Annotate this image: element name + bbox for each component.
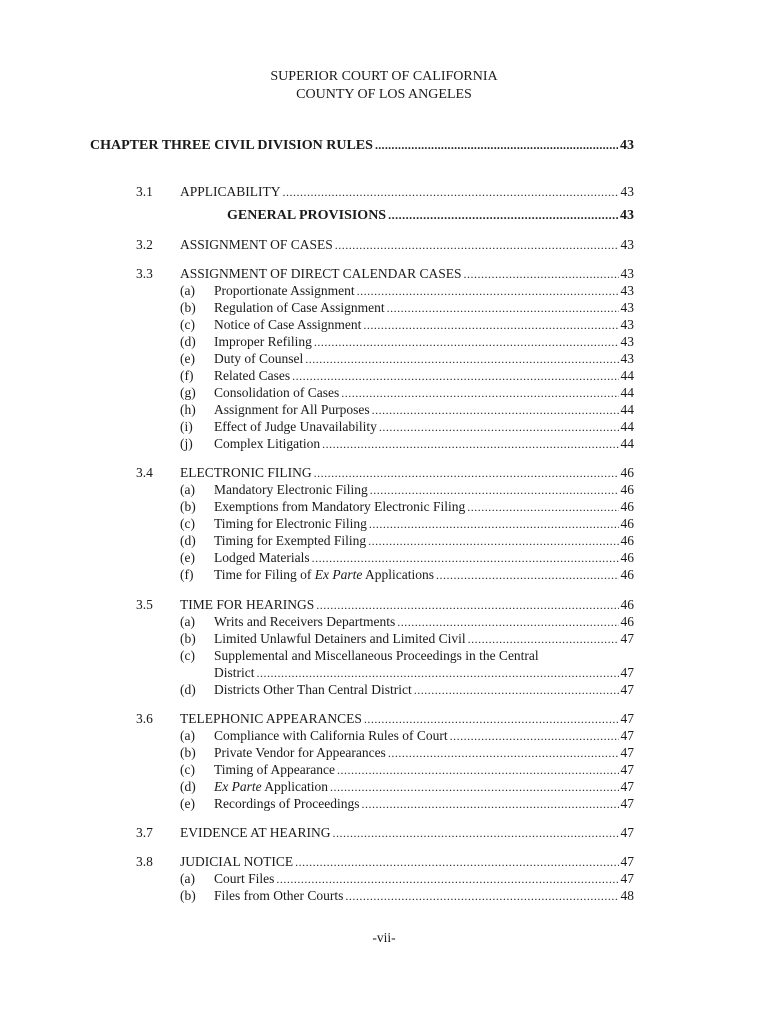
toc-subsection-entry[interactable] [180, 630, 634, 648]
leader-dots [464, 265, 619, 283]
subsection-title: Improper Refiling [214, 334, 312, 349]
leader-dots [335, 236, 619, 254]
section-title: EVIDENCE AT HEARING [180, 825, 331, 840]
leader-dots [372, 401, 619, 419]
toc-subsection-entry[interactable] [180, 498, 634, 516]
toc-subsection-entry[interactable] [180, 282, 634, 300]
subsection-title: Files from Other Courts [214, 888, 344, 903]
subsection-title: Effect of Judge Unavailability [214, 419, 377, 434]
page-ref: 46 [620, 533, 634, 548]
page-ref: 46 [620, 597, 634, 612]
page-ref: 47 [620, 631, 634, 646]
toc-subsection-entry[interactable] [180, 481, 634, 499]
page-ref: 43 [620, 283, 634, 298]
toc-section-entry[interactable] [136, 464, 634, 482]
toc-subsection-entry[interactable] [180, 681, 634, 699]
subsection-letter: (b) [180, 300, 196, 315]
subsection-title: Writs and Receivers Departments [214, 614, 396, 629]
subsection-letter: (c) [180, 317, 195, 332]
section-title: TIME FOR HEARINGS [180, 597, 315, 612]
subsection-letter: (h) [180, 402, 196, 417]
subsection-letter: (b) [180, 499, 196, 514]
page-ref: 47 [620, 762, 634, 777]
section-number: 3.6 [136, 711, 153, 726]
subsection-letter: (f) [180, 368, 194, 383]
leader-dots [468, 630, 619, 648]
subsection-title: Duty of Counsel [214, 351, 304, 366]
toc-section-entry[interactable] [136, 265, 634, 283]
title-text: Application [261, 779, 328, 794]
page-ref: 46 [620, 499, 634, 514]
toc-section-entry[interactable] [136, 824, 634, 842]
subsection-letter: (a) [180, 482, 195, 497]
leader-dots [257, 664, 619, 682]
leader-dots [295, 853, 618, 871]
toc-subsection-entry[interactable] [180, 549, 634, 567]
subsection-title: Compliance with California Rules of Court [214, 728, 448, 743]
page-ref: 47 [620, 728, 634, 743]
subsection-title: Timing for Electronic Filing [214, 516, 367, 531]
subsection-title [214, 566, 434, 583]
toc-subsection-entry[interactable] [180, 299, 634, 317]
leader-dots [397, 613, 618, 631]
toc-subsection-entry[interactable] [180, 887, 634, 905]
document-header [0, 68, 768, 104]
page-ref: 46 [620, 567, 634, 582]
subsection-title: Court Files [214, 871, 275, 886]
section-number: 3.5 [136, 597, 153, 612]
court-name: SUPERIOR COURT OF CALIFORNIA [270, 69, 498, 84]
subsection-letter: (g) [180, 385, 196, 400]
page-ref: 43 [620, 266, 634, 281]
subsection-title: Notice of Case Assignment [214, 317, 362, 332]
toc-section-entry[interactable] [136, 596, 634, 614]
subsection-title: Limited Unlawful Detainers and Limited Civil [214, 631, 466, 646]
subsection-letter: (e) [180, 550, 195, 565]
subsection-letter: (c) [180, 648, 195, 663]
subsection-letter: (a) [180, 871, 195, 886]
leader-dots [322, 435, 618, 453]
leader-dots [388, 207, 618, 224]
subsection-title: Recordings of Proceedings [214, 796, 360, 811]
page-ref: 47 [620, 682, 634, 697]
page-ref: 46 [620, 465, 634, 480]
leader-dots [345, 887, 618, 905]
page-ref: 46 [620, 550, 634, 565]
section-number: 3.7 [136, 825, 153, 840]
subsection-title: Lodged Materials [214, 550, 310, 565]
page-ref: 47 [620, 711, 634, 726]
general-provisions-title: GENERAL PROVISIONS [227, 208, 387, 223]
title-text: Applications [362, 567, 434, 582]
leader-dots [337, 761, 619, 779]
subsection-letter: (d) [180, 334, 196, 349]
toc-subsection-entry[interactable] [180, 613, 634, 631]
page-ref: 43 [620, 208, 634, 223]
page-ref: 47 [620, 665, 634, 680]
subsection-title-line1[interactable]: Supplemental and Miscellaneous Proceedings in the Central [214, 648, 539, 663]
toc-subsection-entry[interactable] [180, 401, 634, 419]
toc-section-entry[interactable] [136, 183, 634, 201]
subsection-title: Mandatory Electronic Filing [214, 482, 368, 497]
page-ref: 43 [620, 184, 634, 199]
section-title: ASSIGNMENT OF DIRECT CALENDAR CASES [180, 266, 462, 281]
subsection-title: Districts Other Than Central District [214, 682, 412, 697]
toc-chapter-entry[interactable] [90, 137, 634, 154]
page-ref: 47 [620, 796, 634, 811]
leader-dots [330, 778, 619, 796]
page-ref: 43 [620, 138, 634, 153]
subsection-title: Timing for Exempted Filing [214, 533, 367, 548]
toc-subsection-entry[interactable] [180, 761, 634, 779]
toc-general-provisions-entry[interactable] [227, 207, 634, 224]
leader-dots [283, 183, 619, 201]
page-number-footer: -vii- [372, 930, 396, 945]
subsection-title: Timing of Appearance [214, 762, 335, 777]
subsection-title: Related Cases [214, 368, 291, 383]
toc-subsection-entry[interactable] [180, 566, 634, 584]
page-ref: 43 [620, 300, 634, 315]
subsection-letter: (b) [180, 631, 196, 646]
page-ref: 44 [620, 368, 634, 383]
leader-dots [341, 384, 618, 402]
page-ref: 47 [620, 825, 634, 840]
leader-dots [333, 824, 619, 842]
page-ref: 44 [620, 419, 634, 434]
leader-dots [368, 532, 618, 550]
toc-subsection-entry[interactable] [180, 350, 634, 368]
section-number: 3.3 [136, 266, 153, 281]
chapter-title: CHAPTER THREE CIVIL DIVISION RULES [90, 138, 373, 153]
section-number: 3.1 [136, 184, 153, 199]
subsection-letter: (d) [180, 533, 196, 548]
toc-section-entry[interactable] [136, 710, 634, 728]
section-title: ASSIGNMENT OF CASES [180, 237, 333, 252]
toc-subsection-entry[interactable] [180, 333, 634, 351]
page-ref: 46 [620, 482, 634, 497]
subsection-letter: (b) [180, 888, 196, 903]
section-title: ELECTRONIC FILING [180, 465, 312, 480]
page-ref: 47 [620, 779, 634, 794]
subsection-title [214, 778, 328, 795]
leader-dots [361, 795, 618, 813]
toc-subsection-entry[interactable] [180, 870, 634, 888]
subsection-letter: (d) [180, 682, 196, 697]
page-ref: 48 [620, 888, 634, 903]
title-text: Time for Filing of [214, 567, 315, 582]
toc-subsection-entry[interactable] [180, 515, 634, 533]
page-ref: 43 [620, 334, 634, 349]
toc-subsection-entry[interactable] [180, 418, 634, 436]
leader-dots [387, 299, 619, 317]
toc-subsection-entry[interactable] [180, 367, 634, 385]
leader-dots [375, 137, 618, 154]
page-ref: 44 [620, 436, 634, 451]
subsection-letter: (e) [180, 351, 195, 366]
leader-dots [450, 727, 619, 745]
leader-dots [276, 870, 618, 888]
toc-subsection-entry[interactable] [180, 532, 634, 550]
subsection-letter: (a) [180, 614, 195, 629]
subsection-letter: (c) [180, 516, 195, 531]
subsection-title: Exemptions from Mandatory Electronic Filing [214, 499, 466, 514]
toc-subsection-entry[interactable] [214, 664, 634, 682]
page-ref: 47 [620, 745, 634, 760]
toc-subsection-entry[interactable] [180, 744, 634, 762]
page-ref: 43 [620, 317, 634, 332]
page-ref: 44 [620, 402, 634, 417]
county-name: COUNTY OF LOS ANGELES [296, 87, 472, 102]
leader-dots [467, 498, 618, 516]
subsection-title: Complex Litigation [214, 436, 321, 451]
subsection-letter: (a) [180, 728, 195, 743]
leader-dots [436, 566, 619, 584]
subsection-title: Consolidation of Cases [214, 385, 340, 400]
toc-subsection-entry[interactable] [180, 384, 634, 402]
leader-dots [388, 744, 619, 762]
section-number: 3.2 [136, 237, 153, 252]
leader-dots [312, 549, 619, 567]
subsection-title: Regulation of Case Assignment [214, 300, 385, 315]
subsection-letter: (b) [180, 745, 196, 760]
page-ref: 46 [620, 614, 634, 629]
toc-subsection-entry[interactable] [180, 435, 634, 453]
section-title: JUDICIAL NOTICE [180, 854, 294, 869]
leader-dots [370, 481, 619, 499]
leader-dots [414, 681, 619, 699]
page-ref: 44 [620, 385, 634, 400]
page-ref: 43 [620, 237, 634, 252]
subsection-letter: (f) [180, 567, 194, 582]
toc-subsection-entry[interactable] [180, 316, 634, 334]
toc-section-entry[interactable] [136, 236, 634, 254]
subsection-title: Assignment for All Purposes [214, 402, 370, 417]
subsection-title: Proportionate Assignment [214, 283, 355, 298]
section-title: TELEPHONIC APPEARANCES [180, 711, 362, 726]
toc-subsection-entry[interactable] [180, 795, 634, 813]
page-ref: 46 [620, 516, 634, 531]
subsection-title-line2: District [214, 665, 255, 680]
subsection-letter: (e) [180, 796, 195, 811]
page-ref: 47 [620, 871, 634, 886]
subsection-letter: (a) [180, 283, 195, 298]
page-ref: 47 [620, 854, 634, 869]
section-number: 3.4 [136, 465, 153, 480]
toc-subsection-entry[interactable] [180, 727, 634, 745]
leader-dots [314, 333, 619, 351]
leader-dots [314, 464, 619, 482]
subsection-letter: (d) [180, 779, 196, 794]
section-title: APPLICABILITY [180, 184, 281, 199]
leader-dots [363, 316, 618, 334]
leader-dots [379, 418, 619, 436]
subsection-letter: (c) [180, 762, 195, 777]
toc-section-entry[interactable] [136, 853, 634, 871]
page-ref: 43 [620, 351, 634, 366]
leader-dots [316, 596, 618, 614]
leader-dots [357, 282, 619, 300]
subsection-title: Private Vendor for Appearances [214, 745, 386, 760]
toc-subsection-entry[interactable] [180, 778, 634, 796]
leader-dots [292, 367, 618, 385]
leader-dots [369, 515, 619, 533]
ex-parte-italic: Ex Parte [214, 779, 262, 794]
subsection-letter: (j) [180, 436, 193, 451]
leader-dots [364, 710, 619, 728]
section-number: 3.8 [136, 854, 153, 869]
ex-parte-italic: Ex Parte [314, 567, 363, 582]
leader-dots [305, 350, 618, 368]
subsection-letter: (i) [180, 419, 193, 434]
